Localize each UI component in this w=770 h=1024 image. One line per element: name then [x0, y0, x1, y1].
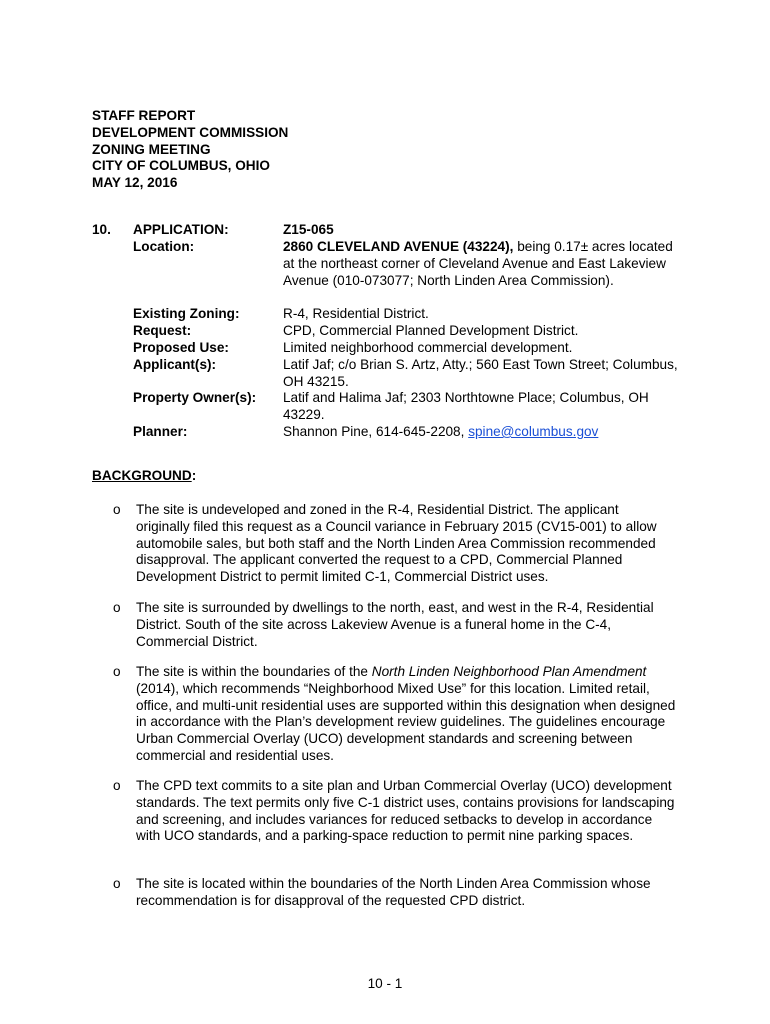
proposed-use-label: Proposed Use: [133, 340, 229, 355]
background-item-text: The site is located within the boundaries of the North Linden Area Commission whose recommendation is for disapproval of the requested CPD district. [136, 876, 651, 908]
background-heading-colon: : [191, 468, 197, 483]
report-header [92, 108, 288, 192]
existing-zoning-label: Existing Zoning: [133, 306, 240, 321]
planner-email-link[interactable]: spine@columbus.gov [468, 424, 599, 439]
applicant-value: Latif Jaf; c/o Brian S. Artz, Atty.; 560 East Town Street; Columbus, OH 43215. [283, 357, 678, 389]
property-owner-value: Latif and Halima Jaf; 2303 Northtowne Place; Columbus, OH 43229. [283, 390, 649, 422]
applicant-label: Applicant(s): [133, 357, 217, 372]
planner-label: Planner: [133, 424, 188, 439]
header-line-staff-report: STAFF REPORT [92, 108, 196, 123]
page-number: 10 - 1 [367, 976, 403, 991]
proposed-use-value: Limited neighborhood commercial development. [283, 340, 573, 355]
property-owner-label: Property Owner(s): [133, 390, 257, 405]
bullet-icon: o [113, 502, 121, 517]
background-item-text: The site is undeveloped and zoned in the R-4, Residential District. The applicant originally filed this request as a Council variance in February 2015 (CV15-001) to allow automobile sales, but both staff and the North Linden Area Commission recommended disapproval. The applicant converted the request to a CPD, Commercial Planned Development District to permit limited C-1, Commercial District uses. [136, 502, 657, 585]
bullet-icon: o [113, 778, 121, 793]
location-description: being 0.17± acres located at the northeast corner of Cleveland Avenue and East Lakeview Avenue (010-073077; North Linden Area Commission). [283, 239, 673, 288]
background-heading [92, 468, 196, 485]
background-item-text-post: (2014), which recommends “Neighborhood Mixed Use” for this location. Limited retail, office, and multi-unit residential uses are supported within this designation when designed in accordance with the Plan’s development review guidelines. The guidelines encourage Urban Commercial Overlay (UCO) development standards and screening between commercial and residential uses. [136, 680, 676, 763]
bullet-icon: o [113, 664, 121, 679]
location-value [283, 239, 683, 289]
request-label: Request: [133, 323, 192, 338]
application-label: APPLICATION: [133, 222, 229, 237]
header-line-date: MAY 12, 2016 [92, 175, 178, 191]
planner-contact: Shannon Pine, 614-645-2208, [283, 424, 469, 439]
bullet-icon: o [113, 876, 121, 891]
background-item-text [136, 664, 676, 765]
header-line-commission: DEVELOPMENT COMMISSION [92, 124, 289, 140]
planner-value [283, 424, 683, 441]
header-line-city: CITY OF COLUMBUS, OHIO [92, 158, 270, 174]
background-item-text: The CPD text commits to a site plan and Urban Commercial Overlay (UCO) development standards. The text permits only five C-1 district uses, contains provisions for landscaping and screening, and includes variances for reduced setbacks to develop in accordance with UCO standards, and a parking-space reduction to permit nine parking spaces. [136, 778, 675, 844]
item-number: 10. [92, 222, 111, 237]
background-item-text-pre: The site is within the boundaries of the [136, 664, 372, 679]
existing-zoning-value: R-4, Residential District. [283, 306, 429, 321]
request-value: CPD, Commercial Planned Development District. [283, 323, 579, 338]
background-heading-text: BACKGROUND [92, 468, 192, 483]
background-item-text: The site is surrounded by dwellings to the north, east, and west in the R-4, Residential District. South of the site across Lakeview Avenue is a funeral home in the C-4, Commercial District. [136, 600, 654, 649]
header-line-meeting: ZONING MEETING [92, 141, 211, 157]
bullet-icon: o [113, 600, 121, 615]
plan-title: North Linden Neighborhood Plan Amendment [371, 664, 647, 679]
location-address: 2860 CLEVELAND AVENUE (43224), [283, 239, 514, 254]
application-value: Z15-065 [283, 222, 334, 237]
location-label: Location: [133, 239, 195, 254]
